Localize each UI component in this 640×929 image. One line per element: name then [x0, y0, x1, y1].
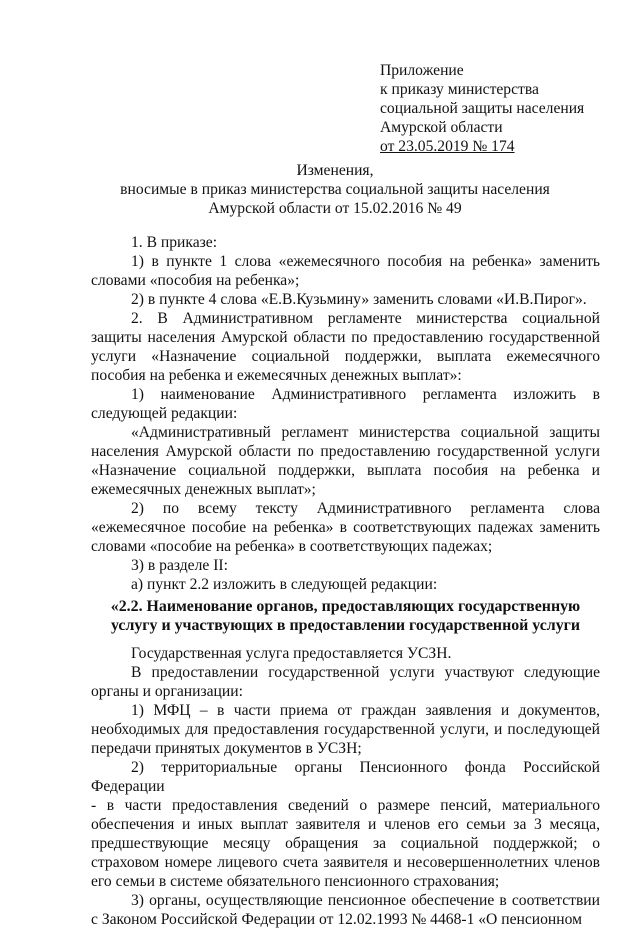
- paragraph: 3) в разделе II:: [131, 557, 228, 574]
- paragraph: 2) по всему тексту Административного регламента слова «ежемесячное пособие на ребенка» в соответствующих падежах заменить словами «пособие на ребенка» в соответствующих падежах;: [91, 500, 600, 555]
- appendix-title: Приложение: [380, 62, 464, 79]
- paragraph: 1) в пункте 1 слова «ежемесячного пособия на ребенка» заменить словами «пособия на ребенка»;: [91, 253, 600, 289]
- paragraph: 1) наименование Административного регламента изложить в следующей редакции:: [91, 386, 600, 422]
- paragraph: а) пункт 2.2 изложить в следующей редакции:: [131, 576, 438, 593]
- heading-title: Изменения,: [296, 162, 374, 179]
- paragraph: - в части предоставления сведений о размере пенсий, материального обеспечения и иных выплат заявителя и членов его семьи за 3 месяца, предшествующие месяцу обращения за социальной поддержкой; о страховом номере лицевого счета заявителя и несовершеннолетних членов его семьи в системе обязательного пенсионного страхования;: [91, 797, 600, 890]
- appendix-block: [380, 61, 584, 156]
- paragraph: 2. В Административном регламенте министерства социальной защиты населения Амурской области по предоставлению государственной услуги «Назначение социальной поддержки, выплата ежемесячного пособия на ребенка и ежемесячных денежных выплат»:: [91, 310, 600, 384]
- appendix-order-line: к приказу министерства: [380, 81, 539, 98]
- paragraph: Государственная услуга предоставляется УСЗН.: [131, 645, 452, 662]
- section-title-line-1: «2.2. Наименование органов, предоставляющих государственную: [110, 598, 581, 615]
- paragraph: «Административный регламент министерства социальной защиты населения Амурской области по предоставлению государственной услуги «Назначение социальной поддержки, выплата пособия на ребенка и ежемесячных денежных выплат»;: [91, 424, 600, 498]
- heading-subtitle: вносимые в приказ министерства социальной защиты населения: [120, 181, 550, 198]
- document-heading: [70, 161, 600, 218]
- section-title-line-2: услугу и участвующих в предоставлении государственной услуги: [110, 617, 581, 634]
- paragraph: 1) МФЦ – в части приема от граждан заявления и документов, необходимых для предоставления государственной услуги, и последующей передачи принятых документов в УСЗН;: [91, 702, 600, 757]
- appendix-order-reference: от 23.05.2019 № 174: [380, 138, 515, 155]
- paragraph: 2) в пункте 4 слова «Е.В.Кузьмину» заменить словами «И.В.Пирог».: [131, 291, 587, 308]
- paragraph: В предоставлении государственной услуги участвуют следующие органы и организации:: [91, 664, 600, 700]
- appendix-ministry-line: социальной защиты населения: [380, 100, 585, 117]
- appendix-region-line: Амурской области: [380, 119, 503, 136]
- heading-subtitle-2: Амурской области от 15.02.2016 № 49: [208, 200, 462, 217]
- paragraph: 2) территориальные органы Пенсионного фонда Российской Федерации: [91, 759, 600, 795]
- paragraph: 1. В приказе:: [131, 234, 218, 251]
- document-body: [91, 233, 600, 929]
- section-title: [91, 597, 600, 635]
- paragraph: 3) органы, осуществляющие пенсионное обеспечение в соответствии с Законом Российской Федерации от 12.02.1993 № 4468-1 «О пенсионном: [91, 892, 600, 928]
